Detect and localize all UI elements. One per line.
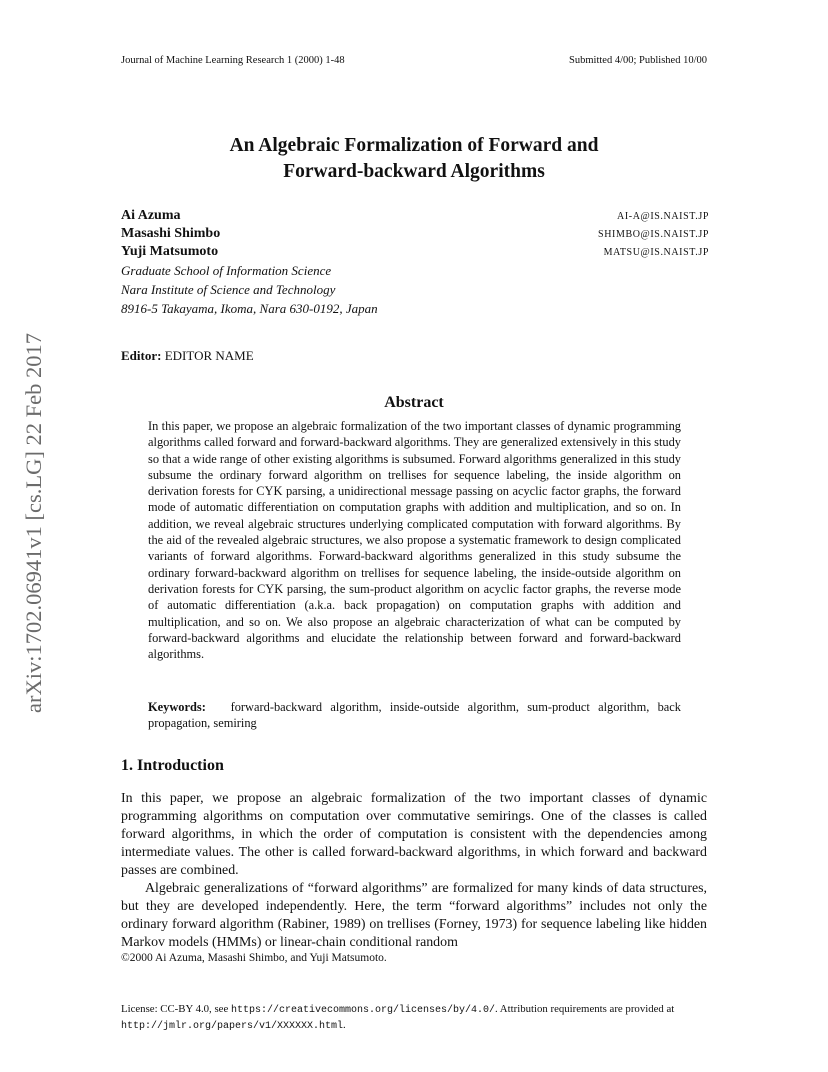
editor-name: EDITOR NAME: [164, 348, 254, 363]
author-block: [121, 207, 709, 318]
author-row: [121, 225, 709, 243]
paper-title: [0, 133, 828, 185]
title-line-2: Forward-backward Algorithms: [283, 161, 545, 182]
author-row: [121, 207, 709, 225]
author-name: Ai Azuma: [121, 208, 181, 223]
arxiv-stamp[interactable]: [14, 288, 54, 758]
keywords-text: forward-backward algorithm, inside-outside algorithm, sum-product algorithm, back propagation, semiring: [148, 700, 682, 731]
affiliation-line: Nara Institute of Science and Technology: [121, 282, 336, 297]
license-footnote: [121, 1002, 709, 1034]
submission-dates: Submitted 4/00; Published 10/00: [569, 55, 707, 66]
abstract-text: In this paper, we propose an algebraic formalization of the two important classes of dynamic programming algorithms called forward and forward-backward algorithms. They are generalized extensively in this study so that a wide range of other existing algorithms is subsumed. Forward algorithms generalized in this study subsume the ordinary forward algorithm on trellises for sequence labeling, the inside algorithm on derivation forests for CYK parsing, a unidirectional message passing on acyclic factor graphs, the forward mode of automatic differentiation on computation graphs with addition and multiplication, and so on. In addition, we reveal algebraic structures underlying complicated computation with forward algorithms. By the aid of the revealed algebraic structures, we also propose a systematic framework to design complicated variants of forward algorithms. Forward-backward algorithms generalized in this study subsume the ordinary forward-backward algorithm on trellises for sequence labeling, the inside-outside algorithm on derivation forests for CYK parsing, the sum-product algorithm on acyclic factor graphs, the reverse mode of automatic differentiation (a.k.a. back propagation) on computation graphs with addition and multiplication, and so on. We also propose an algebraic characterization of what can be computed by forward-backward algorithms and elucidate the relationship between forward and forward-backward algorithms.: [148, 419, 681, 662]
paragraph: In this paper, we propose an algebraic formalization of the two important classes of dynamic programming algorithms on computation over commutative semirings. One of the classes is called forward algorithms, in which the order of computation is consistent with the dependencies among intermediate values. The other is called forward-backward algorithms, in which forward and backward passes are combined.: [121, 791, 707, 878]
keywords: [148, 699, 681, 732]
abstract-heading: Abstract: [384, 394, 444, 411]
license-prefix: License: CC-BY 4.0, see: [121, 1003, 231, 1015]
affiliation-line: 8916-5 Takayama, Ikoma, Nara 630-0192, Japan: [121, 301, 378, 316]
keywords-label: Keywords:: [148, 700, 206, 714]
license-suffix: .: [343, 1019, 346, 1031]
author-name: Masashi Shimbo: [121, 226, 221, 241]
section-heading: 1. Introduction: [121, 757, 224, 774]
author-email[interactable]: SHIMBO@IS.NAIST.JP: [598, 228, 709, 240]
author-row: [121, 243, 709, 261]
affiliation-line: Graduate School of Information Science: [121, 263, 332, 278]
author-email[interactable]: MATSU@IS.NAIST.JP: [603, 246, 709, 258]
editor-label: Editor:: [121, 348, 162, 363]
jmlr-url-link[interactable]: http://jmlr.org/papers/v1/XXXXXX.html: [121, 1021, 344, 1032]
journal-header: Journal of Machine Learning Research 1 (2000) 1-48: [121, 55, 345, 66]
paragraph: Algebraic generalizations of “forward algorithms” are formalized for many kinds of data structures, but they are developed independently. Here, the term “forward algorithms” includes not only the ordinary forward algorithm (Rabiner, 1989) on trellises (Forney, 1973) for sequence labeling like hidden Markov models (HMMs) or linear-chain conditional random: [121, 881, 707, 950]
author-email[interactable]: AI-A@IS.NAIST.JP: [617, 210, 709, 222]
copyright-footnote: ©2000 Ai Azuma, Masashi Shimbo, and Yuji Matsumoto.: [121, 952, 387, 964]
author-name: Yuji Matsumoto: [121, 244, 219, 259]
license-middle: . Attribution requirements are provided at: [495, 1003, 675, 1015]
section-body: [121, 790, 707, 952]
title-line-1: An Algebraic Formalization of Forward and: [229, 135, 599, 156]
license-url-link[interactable]: https://creativecommons.org/licenses/by/4.0/: [230, 1005, 495, 1016]
affiliation: [121, 261, 709, 318]
arxiv-stamp-text: arXiv:1702.06941v1 [cs.LG] 22 Feb 2017: [21, 333, 46, 713]
editor-line: [121, 348, 254, 364]
